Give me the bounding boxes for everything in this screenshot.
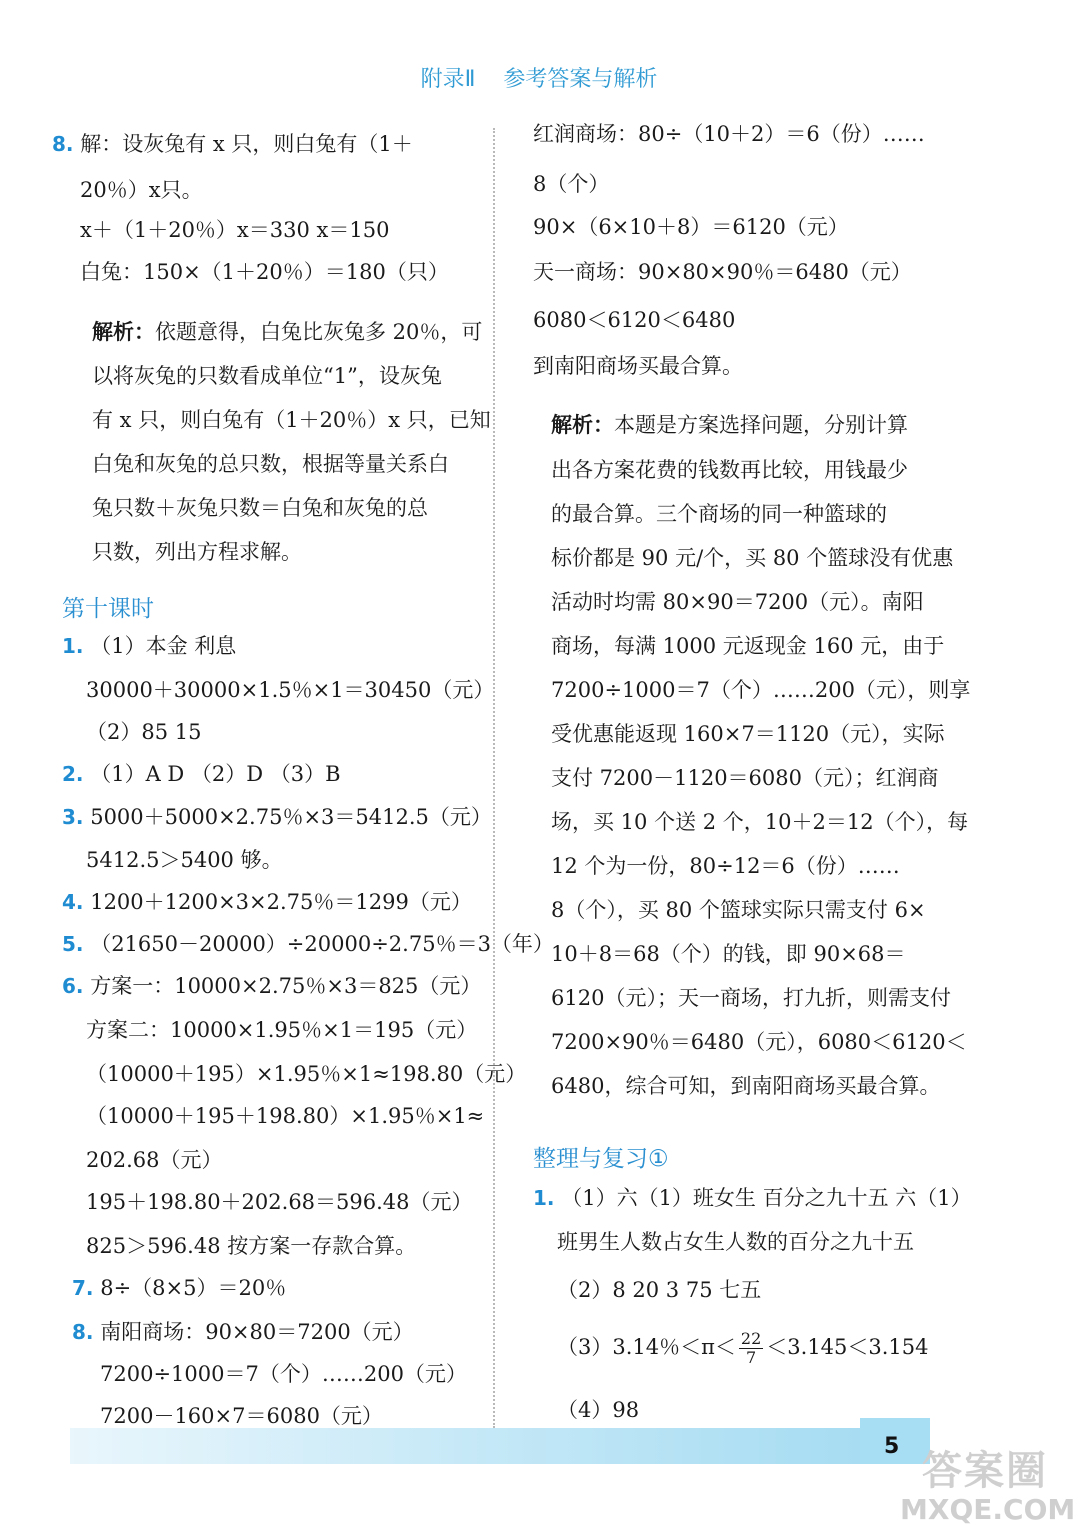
question-8-line-3: x＋（1＋20％）x＝330 x＝150 xyxy=(80,218,390,242)
analysis-line-1 xyxy=(92,318,482,346)
question-3-line-2: 5412.5＞5400 够。 xyxy=(86,848,283,872)
analysis-line-9: 支付 7200－1120＝6080（元）；红润商 xyxy=(551,766,939,790)
right-line-1: 红润商场：80÷（10＋2）＝6（份）…… xyxy=(533,122,925,146)
page-number: 5 xyxy=(884,1434,900,1459)
analysis-line-11: 12 个为一份，80÷12＝6（份）…… xyxy=(551,854,900,878)
analysis-text: 本题是方案选择问题，分别计算 xyxy=(614,413,908,437)
right-line-3: 90×（6×10＋8）＝6120（元） xyxy=(533,215,849,239)
fraction xyxy=(739,1330,763,1367)
question-6-line-4: （10000＋195＋198.80）×1.95％×1≈ xyxy=(86,1104,485,1128)
question-number: 5. xyxy=(62,932,84,956)
question-number: 3. xyxy=(62,805,84,829)
question-8-line-4: 白兔：150×（1＋20％）＝180（只） xyxy=(80,260,449,284)
question-1-line-1 xyxy=(62,632,236,660)
question-1-line-2: 30000＋30000×1.5％×1＝30450（元） xyxy=(86,678,495,702)
question-5-line-1 xyxy=(62,930,554,958)
answer-text: （1）A D （2）D （3）B xyxy=(90,762,341,786)
analysis-line-6: 只数，列出方程求解。 xyxy=(92,540,302,564)
analysis-line-6: 商场，每满 1000 元返现金 160 元，由于 xyxy=(551,634,945,658)
analysis-label: 解析： xyxy=(92,319,155,344)
analysis-line-13: 10＋8＝68（个）的钱，即 90×68＝ xyxy=(551,942,906,966)
question-8b-line-3: 7200－160×7＝6080（元） xyxy=(100,1404,383,1428)
section-title: 整理与复习① xyxy=(533,1146,669,1172)
answer-text: 8÷（8×5）＝20％ xyxy=(100,1276,287,1300)
question-6-line-6: 195＋198.80＋202.68＝596.48（元） xyxy=(86,1190,473,1214)
analysis-line-15: 7200×90％＝6480（元），6080＜6120＜ xyxy=(551,1030,967,1054)
question-1-line-3: （2）85 15 xyxy=(86,720,202,744)
appendix-label: 附录Ⅱ xyxy=(420,67,476,92)
answer-text: （3）3.14％＜π＜ xyxy=(557,1335,736,1359)
review-question-1-line-3: （2）8 20 3 75 七五 xyxy=(557,1278,762,1302)
watermark xyxy=(900,1448,1076,1532)
analysis-line-12: 8（个），买 80 个篮球实际只需支付 6× xyxy=(551,898,926,922)
question-number: 6. xyxy=(62,974,84,998)
analysis-label: 解析： xyxy=(551,412,614,437)
right-line-2: 8（个） xyxy=(533,172,610,196)
question-2-line-1 xyxy=(62,760,341,788)
section-title: 第十课时 xyxy=(62,596,154,622)
question-8-line-2: 20％）x只。 xyxy=(80,178,203,202)
analysis-line-10: 场，买 10 个送 2 个，10＋2＝12（个），每 xyxy=(551,810,969,834)
header-title: 参考答案与解析 xyxy=(503,67,658,92)
column-divider xyxy=(493,128,495,1428)
analysis-line-16: 6480，综合可知，到南阳商场买最合算。 xyxy=(551,1074,941,1098)
review-question-1-line-1 xyxy=(533,1184,972,1212)
question-6-line-2: 方案二：10000×1.95％×1＝195（元） xyxy=(86,1018,478,1042)
answer-text: 解：设灰兔有 x 只，则白兔有（1＋ xyxy=(80,132,413,156)
analysis-line-4: 标价都是 90 元/个，买 80 个篮球没有优惠 xyxy=(551,546,954,570)
question-number: 2. xyxy=(62,762,84,786)
right-line-6: 到南阳商场买最合算。 xyxy=(533,354,743,378)
question-number: 8. xyxy=(72,1320,94,1344)
fraction-denominator: 7 xyxy=(746,1348,757,1367)
watermark-logo: 答案圈 xyxy=(922,1448,1048,1494)
question-number: 1. xyxy=(533,1186,555,1210)
answer-text: 1200＋1200×3×2.75％＝1299（元） xyxy=(90,890,472,914)
analysis-line-3: 有 x 只，则白兔有（1＋20％）x 只，已知 xyxy=(92,408,491,432)
analysis-line-2: 以将灰兔的只数看成单位“1”，设灰兔 xyxy=(92,364,442,388)
review-question-1-line-2: 班男生人数占女生人数的百分之九十五 xyxy=(557,1230,914,1254)
answer-text: （21650－20000）÷20000÷2.75％＝3（年） xyxy=(90,932,554,956)
question-6-line-3: （10000＋195）×1.95％×1≈198.80（元） xyxy=(86,1062,527,1086)
question-6-line-5: 202.68（元） xyxy=(86,1148,223,1172)
analysis-line-2: 出各方案花费的钱数再比较，用钱最少 xyxy=(551,458,908,482)
question-number: 1. xyxy=(62,634,84,658)
analysis-line-14: 6120（元）；天一商场，打九折，则需支付 xyxy=(551,986,951,1010)
analysis-text: 依题意得，白兔比灰兔多 20％，可 xyxy=(155,320,483,344)
analysis-line-5: 兔只数＋灰兔只数＝白兔和灰兔的总 xyxy=(92,496,428,520)
question-number: 7. xyxy=(72,1276,94,1300)
question-8b-line-1 xyxy=(72,1318,414,1346)
question-6-line-7: 825＞596.48 按方案一存款合算。 xyxy=(86,1234,417,1258)
review-question-1-line-5: （4）98 xyxy=(557,1398,640,1422)
analysis-line-3: 的最合算。三个商场的同一种篮球的 xyxy=(551,502,887,526)
right-line-5: 6080＜6120＜6480 xyxy=(533,308,736,332)
analysis-line-8: 受优惠能返现 160×7＝1120（元），实际 xyxy=(551,722,945,746)
answer-text: （1）本金 利息 xyxy=(90,634,237,658)
question-8b-line-2: 7200÷1000＝7（个）……200（元） xyxy=(100,1362,467,1386)
analysis-line-1 xyxy=(551,411,908,439)
watermark-url: MXQE.COM xyxy=(900,1493,1076,1526)
right-line-4: 天一商场：90×80×90％＝6480（元） xyxy=(533,260,912,284)
question-7-line-1 xyxy=(72,1274,286,1302)
footer-band xyxy=(70,1428,870,1464)
question-8-line-1 xyxy=(52,130,413,158)
answer-text: 方案一：10000×2.75％×3＝825（元） xyxy=(90,974,482,998)
fraction-numerator: 22 xyxy=(740,1329,762,1348)
question-6-line-1 xyxy=(62,972,481,1000)
question-number: 8. xyxy=(52,132,74,156)
analysis-line-7: 7200÷1000＝7（个）……200（元），则享 xyxy=(551,678,971,702)
answer-text: 5000＋5000×2.75％×3＝5412.5（元） xyxy=(90,805,492,829)
answer-text: （1）六（1）班女生 百分之九十五 六（1） xyxy=(561,1186,972,1210)
question-number: 4. xyxy=(62,890,84,914)
question-3-line-1 xyxy=(62,803,492,831)
review-question-1-line-4 xyxy=(557,1330,929,1367)
answer-text: ＜3.145＜3.154 xyxy=(766,1335,929,1359)
analysis-line-5: 活动时均需 80×90＝7200（元）。南阳 xyxy=(551,590,924,614)
analysis-line-4: 白兔和灰兔的总只数，根据等量关系白 xyxy=(92,452,449,476)
page-header xyxy=(0,62,1078,93)
question-4-line-1 xyxy=(62,888,472,916)
answer-text: 南阳商场：90×80＝7200（元） xyxy=(100,1320,414,1344)
